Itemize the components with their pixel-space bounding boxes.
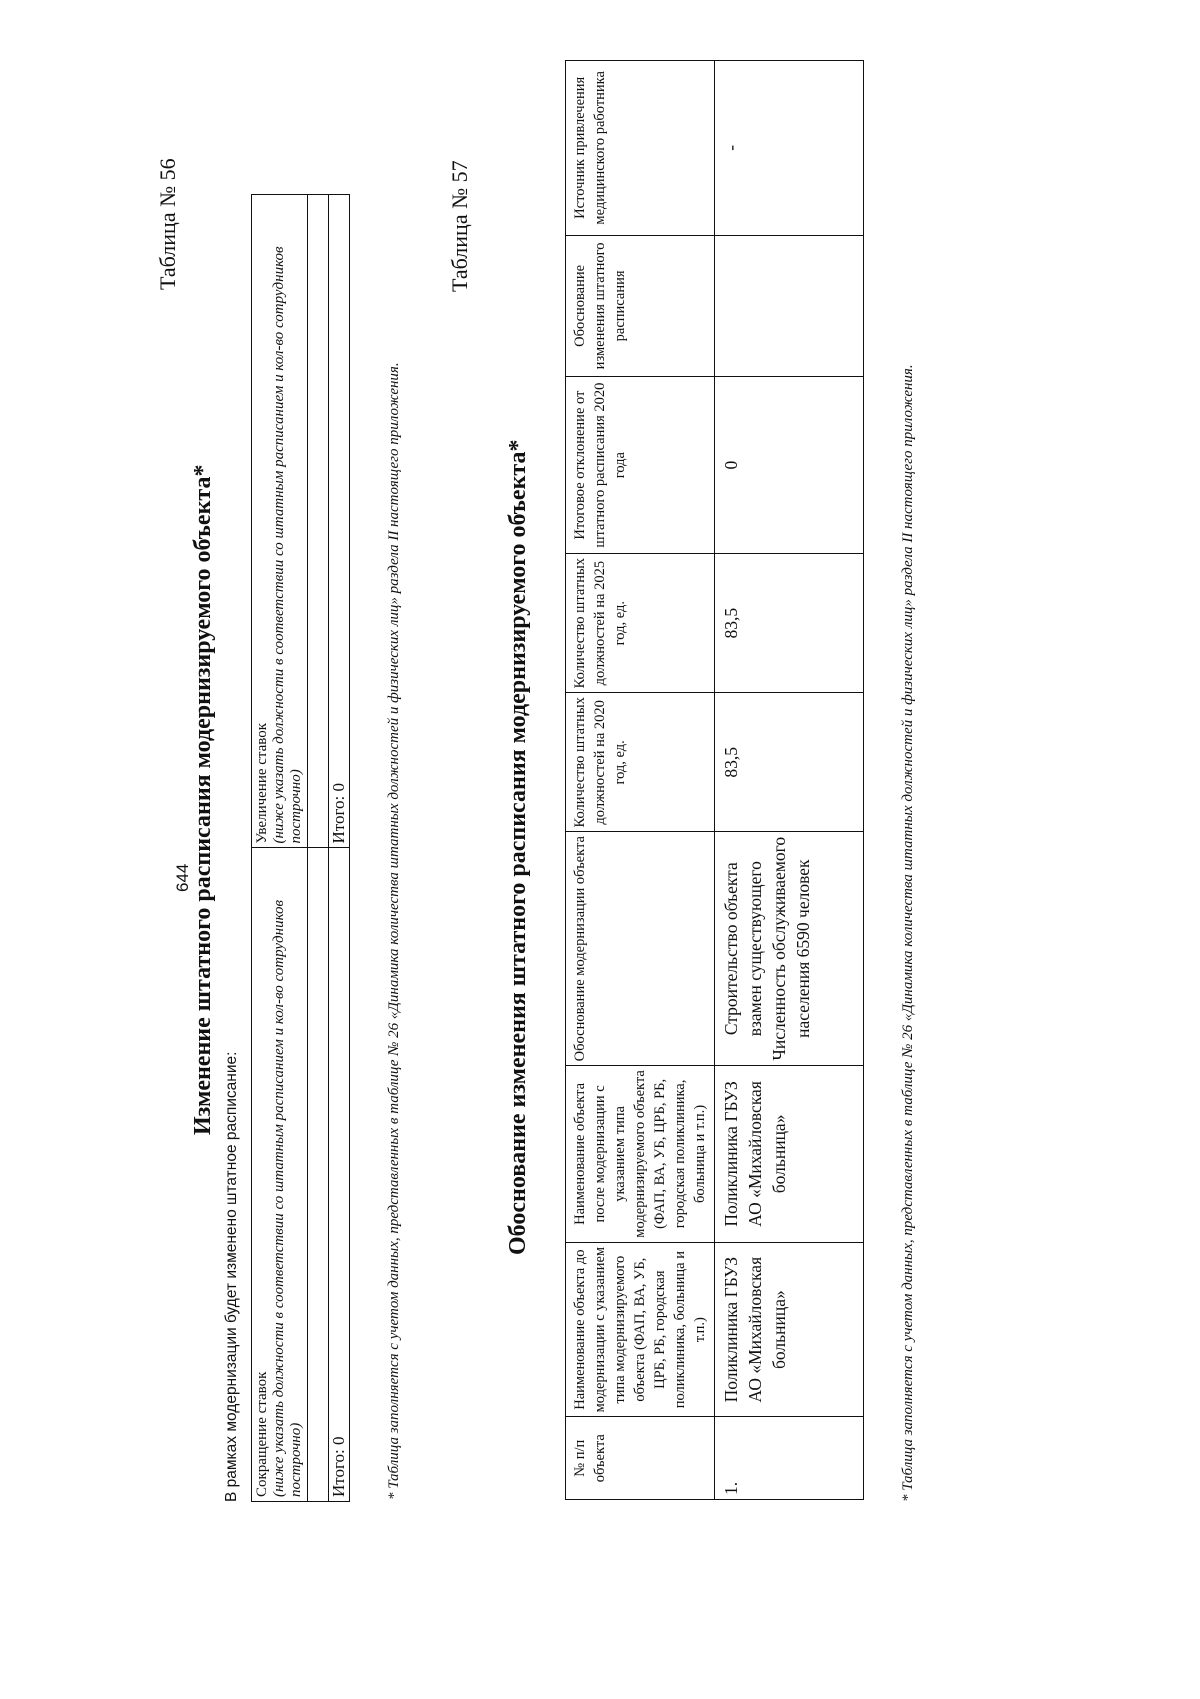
header-change-justification: Обоснование изменения штатного расписания <box>566 235 715 377</box>
reduction-note: (ниже указать должности в соответствии со штатным расписанием и кол-во сотрудников построчно) <box>271 899 304 1497</box>
cell-object-before: Поликлиника ГБУЗ АО «Михайловская больница» <box>715 1242 864 1417</box>
staff-justification-table <box>565 60 864 1500</box>
reduction-title: Сокращение ставок <box>254 1371 270 1497</box>
cell-worker-source: - <box>715 61 864 236</box>
table-56-title: Изменение штатного расписания модернизируемого объекта* <box>190 464 216 1135</box>
reduction-total: Итого: 0 <box>329 848 350 1502</box>
header-deviation: Итоговое отклонение от штатного расписания 2020 года <box>566 377 715 554</box>
header-justification: Обоснование модернизации объекта <box>566 832 715 1066</box>
table-56-label: Таблица № 56 <box>155 158 180 290</box>
table-57-footnote: * Таблица заполняется с учетом данных, представленных в таблице № 26 «Динамика количества штатных должностей и физических лиц» раздела II настоящего приложения. <box>900 364 916 1502</box>
table-cell <box>308 848 329 1502</box>
table-cell <box>308 195 329 849</box>
cell-change-justification <box>715 235 864 377</box>
cell-justification: Строительство объекта взамен существующего Численность обслуживаемого населения 6590 человек <box>715 832 864 1066</box>
page-number: 644 <box>173 863 192 892</box>
header-object-before: Наименование объекта до модернизации с указанием типа модернизируемого объекта (ФАП, ВА, УБ, ЦРБ, РБ, городская поликлиника, больница и т.п.) <box>566 1242 715 1417</box>
staff-change-table <box>251 194 350 1502</box>
cell-object-after: Поликлиника ГБУЗ АО «Михайловская больница» <box>715 1065 864 1242</box>
total-row <box>329 195 350 1502</box>
header-worker-source: Источник привлечения медицинского работника <box>566 61 715 236</box>
header-number: № п/п объекта <box>566 1417 715 1500</box>
cell-number: 1. <box>715 1417 864 1500</box>
table-56-footnote: * Таблица заполняется с учетом данных, представленных в таблице № 26 «Динамика количества штатных должностей и физических лиц» раздела II настоящего приложения. <box>386 362 402 1500</box>
table-row <box>308 195 329 1502</box>
table-row <box>715 61 864 1500</box>
table-57-title: Обоснование изменения штатного расписания модернизируемого объекта* <box>505 439 531 1255</box>
reduction-header-cell <box>252 848 308 1502</box>
table-header-row <box>252 195 308 1502</box>
header-positions-2020: Количество штатных должностей на 2020 год, ед. <box>566 693 715 832</box>
header-object-after: Наименование объекта после модернизации с указанием типа модернизируемого объекта (ФАП, ВА, УБ, ЦРБ, РБ, городская поликлиника, больница и т.п.) <box>566 1065 715 1242</box>
increase-note: (ниже указать должности в соответствии со штатным расписанием и кол-во сотрудников построчно) <box>271 246 304 844</box>
table-57-label: Таблица № 57 <box>447 160 472 292</box>
table-56-intro: В рамках модернизации будет изменено штатное расписание: <box>223 1051 240 1502</box>
increase-title: Увеличение ставок <box>254 722 270 844</box>
header-positions-2025: Количество штатных должностей на 2025 год, ед. <box>566 554 715 693</box>
cell-positions-2020: 83,5 <box>715 693 864 832</box>
cell-positions-2025: 83,5 <box>715 554 864 693</box>
increase-total: Итого: 0 <box>329 195 350 849</box>
table-header-row <box>566 61 715 1500</box>
increase-header-cell <box>252 195 308 849</box>
cell-deviation: 0 <box>715 377 864 554</box>
rotated-document-page <box>55 50 1155 1650</box>
